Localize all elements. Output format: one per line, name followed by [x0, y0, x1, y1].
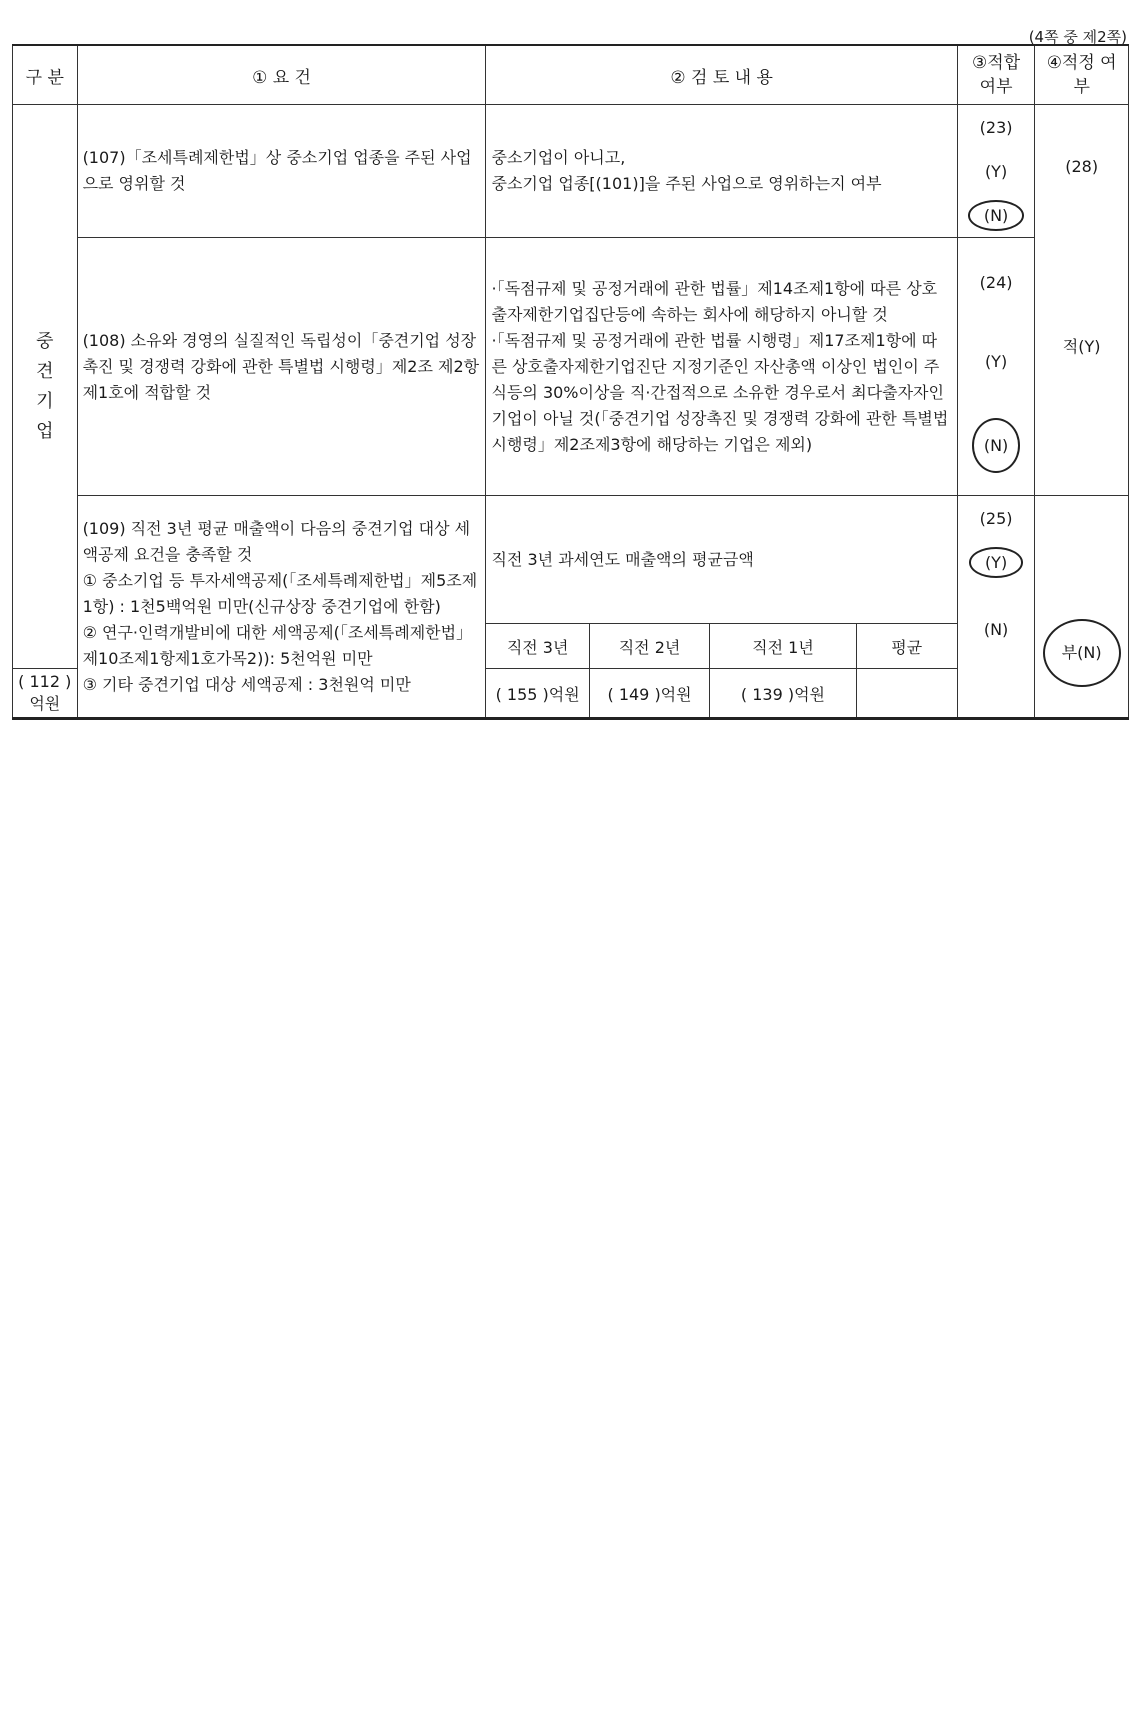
review-line: 중소기업 업종[(101)]을 주된 사업으로 영위하는지 여부	[491, 174, 882, 193]
category-char: 견	[36, 360, 54, 382]
requirement-line: ③ 기타 중견기업 대상 세액공제 : 3천원억 미만	[82, 674, 411, 694]
sales-value: ( 139 )억원	[710, 669, 856, 719]
adequacy-lower	[1035, 496, 1129, 719]
fit-109	[957, 496, 1034, 719]
sales-header: 직전 1년	[710, 624, 856, 669]
header-requirement: ① 요 건	[77, 45, 486, 105]
adequacy-middle: 적(Y)	[1062, 337, 1101, 356]
fit-no-circled: (N)	[972, 418, 1020, 473]
fit-yes-circled: (Y)	[969, 547, 1023, 578]
fit-yes: (Y)	[984, 352, 1008, 371]
fit-no-circled: (N)	[968, 200, 1024, 231]
sales-header: 직전 2년	[589, 624, 710, 669]
sales-value: ( 149 )억원	[589, 669, 710, 719]
row-107	[13, 105, 1129, 238]
header-row	[13, 45, 1129, 105]
requirement-line: (109) 직전 3년 평균 매출액이 다음의 중견기업 대상 세액공제 요건을 충족할 것	[82, 518, 471, 564]
review-form-table	[12, 44, 1129, 720]
fit-number: (24)	[979, 273, 1013, 292]
sales-value: ( 112 )억원	[13, 669, 78, 719]
requirement-108: (108) 소유와 경영의 실질적인 독립성이「중견기업 성장촉진 및 경쟁력 강화에 관한 특별법 시행령」제2조 제2항제1호에 적합할 것	[77, 238, 486, 496]
fit-number: (25)	[979, 508, 1013, 528]
header-gubun: 구 분	[13, 45, 78, 105]
requirement-109	[77, 496, 486, 719]
review-109: 직전 3년 과세연도 매출액의 평균금액	[486, 496, 957, 624]
review-line: ·「독점규제 및 공정거래에 관한 법률」제14조제1항에 따른 상호출자제한기업집단등에 속하는 회사에 해당하지 아니할 것	[491, 278, 938, 324]
row-108	[13, 238, 1129, 496]
adequacy-result-circled: 부(N)	[1043, 619, 1121, 687]
header-adequacy: ④적정 여부	[1035, 45, 1129, 105]
adequacy-number: (28)	[1065, 157, 1099, 176]
sales-header: 직전 3년	[486, 624, 589, 669]
header-review: ② 검 토 내 용	[486, 45, 957, 105]
category-char: 업	[36, 420, 54, 442]
sales-value: ( 155 )억원	[486, 669, 589, 719]
category-cell	[13, 105, 78, 669]
requirement-line: ① 중소기업 등 투자세액공제(「조세특례제한법」제5조제1항) : 1천5백억원 미만(신규상장 중견기업에 한함)	[82, 570, 478, 616]
fit-no: (N)	[983, 619, 1009, 639]
sales-header: 평균	[856, 624, 957, 669]
fit-number: (23)	[979, 117, 1013, 137]
row-109	[13, 496, 1129, 624]
fit-107	[957, 105, 1034, 238]
adequacy-upper	[1035, 105, 1129, 496]
requirement-107: (107)「조세특례제한법」상 중소기업 업종을 주된 사업으로 영위할 것	[77, 105, 486, 238]
review-line: ·「독점규제 및 공정거래에 관한 법률 시행령」제17조제1항에 따른 상호출자제한기업진단 지정기준인 자산총액 이상인 법인이 주식등의 30%이상을 직·간접적으로 소유한 경우로서 최다출자자인 기업이 아닐 것(「중견기업 성장촉진 및 경쟁력 강화에 관한 특별법 시행령」제2조제3항에 해당하는 기업은 제외)	[491, 330, 949, 454]
category-char: 중	[36, 330, 54, 352]
requirement-line: ② 연구·인력개발비에 대한 세액공제(「조세특례제한법」제10조제1항제1호가목2)): 5천억원 미만	[82, 622, 473, 668]
fit-yes: (Y)	[984, 161, 1008, 181]
fit-108	[957, 238, 1034, 496]
category-char: 기	[36, 390, 54, 412]
review-line: 중소기업이 아니고,	[491, 148, 626, 167]
review-107	[486, 105, 957, 238]
page-label: (4쪽 중 제2쪽)	[1028, 28, 1127, 46]
header-fit: ③적합 여부	[957, 45, 1034, 105]
review-108	[486, 238, 957, 496]
